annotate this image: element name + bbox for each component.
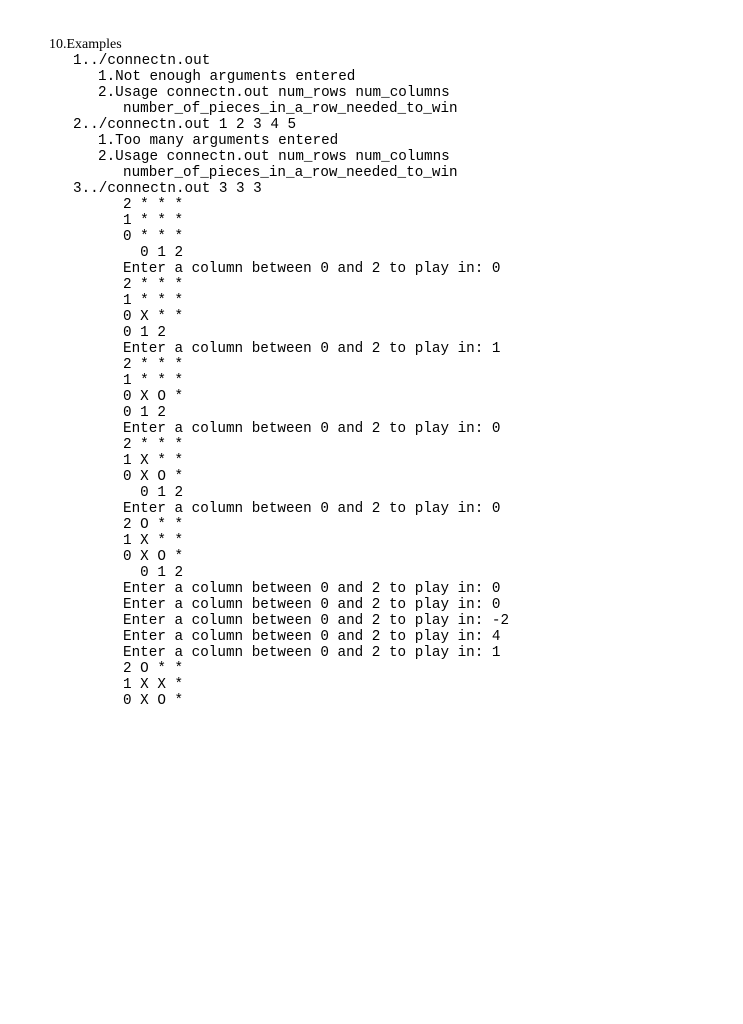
example-3-command: 3../connectn.out 3 3 3 <box>73 181 262 197</box>
output-line: Enter a column between 0 and 2 to play in: 1 <box>123 645 501 661</box>
output-line: 0 X O * <box>123 469 184 485</box>
output-line: 2 * * * <box>123 277 184 293</box>
output-line: Enter a column between 0 and 2 to play in: 0 <box>123 261 501 277</box>
output-line: 0 X O * <box>123 389 184 405</box>
output-line: 0 * * * <box>123 229 184 245</box>
output-line: 1 X * * <box>123 533 184 549</box>
output-line: 0 1 2 <box>123 325 166 341</box>
output-line: 1 X X * <box>123 677 184 693</box>
output-line: 2 * * * <box>123 437 184 453</box>
output-line: 0 1 2 <box>123 405 166 421</box>
output-line: Enter a column between 0 and 2 to play in: 0 <box>123 597 501 613</box>
example-2-error-1: 1.Too many arguments entered <box>98 133 339 149</box>
output-line: Enter a column between 0 and 2 to play in: -2 <box>123 613 510 629</box>
example-2-error-2-cont: number_of_pieces_in_a_row_needed_to_win <box>123 165 458 181</box>
output-line: 1 * * * <box>123 293 184 309</box>
output-line: Enter a column between 0 and 2 to play in: 0 <box>123 421 501 437</box>
example-1-error-2-cont: number_of_pieces_in_a_row_needed_to_win <box>123 101 458 117</box>
output-line: 2 O * * <box>123 661 184 677</box>
section-heading: 10.Examples <box>49 37 122 52</box>
output-line: 0 X O * <box>123 549 184 565</box>
output-line: Enter a column between 0 and 2 to play in: 1 <box>123 341 501 357</box>
example-1-error-2: 2.Usage connectn.out num_rows num_columns <box>98 85 450 101</box>
output-line: Enter a column between 0 and 2 to play in: 0 <box>123 581 501 597</box>
output-line: 2 O * * <box>123 517 184 533</box>
output-line: 1 X * * <box>123 453 184 469</box>
output-line: 0 X O * <box>123 693 184 709</box>
example-2-command: 2../connectn.out 1 2 3 4 5 <box>73 117 297 133</box>
output-line: 0 1 2 <box>123 565 184 581</box>
output-line: 1 * * * <box>123 213 184 229</box>
output-line: 2 * * * <box>123 357 184 373</box>
output-line: Enter a column between 0 and 2 to play in: 4 <box>123 629 501 645</box>
example-1-command: 1../connectn.out <box>73 53 211 69</box>
output-line: 1 * * * <box>123 373 184 389</box>
output-line: 0 1 2 <box>123 245 184 261</box>
output-line: 0 1 2 <box>123 485 184 501</box>
output-line: 0 X * * <box>123 309 184 325</box>
example-1-error-1: 1.Not enough arguments entered <box>98 69 356 85</box>
example-2-error-2: 2.Usage connectn.out num_rows num_columns <box>98 149 450 165</box>
output-line: 2 * * * <box>123 197 184 213</box>
output-line: Enter a column between 0 and 2 to play in: 0 <box>123 501 501 517</box>
